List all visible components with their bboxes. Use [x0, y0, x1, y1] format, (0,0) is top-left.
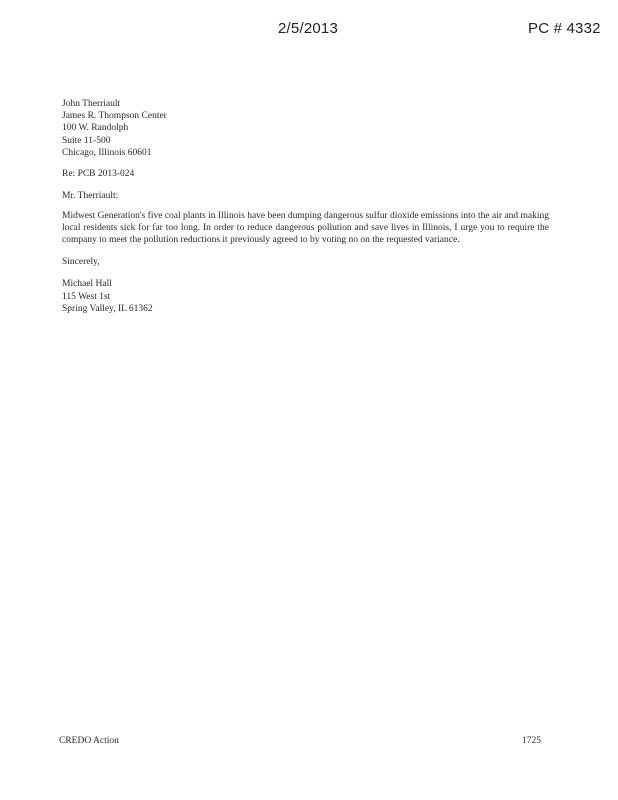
sender-address [62, 278, 549, 315]
letter-body [62, 98, 549, 315]
reference-line: Re: PCB 2013-024 [62, 169, 135, 180]
salutation: Mr. Therriault: [62, 191, 119, 202]
sender-street: 115 West 1st [62, 291, 111, 302]
sender-name: Michael Hall [62, 279, 112, 290]
recipient-name: John Therriault [62, 99, 121, 109]
sender-city: Spring Valley, IL 61362 [62, 303, 153, 314]
closing: Sincerely, [62, 257, 100, 268]
recipient-building: James R. Thompson Center [62, 111, 167, 122]
recipient-street: 100 W. Randolph [62, 123, 129, 134]
footer-page-number: 1725 [522, 736, 541, 746]
public-comment-number: PC # 4332 [528, 20, 601, 37]
recipient-address [62, 98, 549, 159]
body-paragraph: Midwest Generation's five coal plants in Illinois have been dumping dangerous sulfur dioxide emissions into the air and making local residents sick for far too long. In order to reduce dangerous pollution and save lives in Illinois, I urge you to require the company to meet the pollution reductions it previously agreed to by voting no on the requested variance. [62, 211, 549, 245]
footer-organization: CREDO Action [59, 736, 119, 746]
recipient-suite: Suite 11-500 [62, 135, 111, 146]
header-date: 2/5/2013 [278, 20, 338, 37]
recipient-city: Chicago, Illinois 60601 [62, 147, 152, 158]
